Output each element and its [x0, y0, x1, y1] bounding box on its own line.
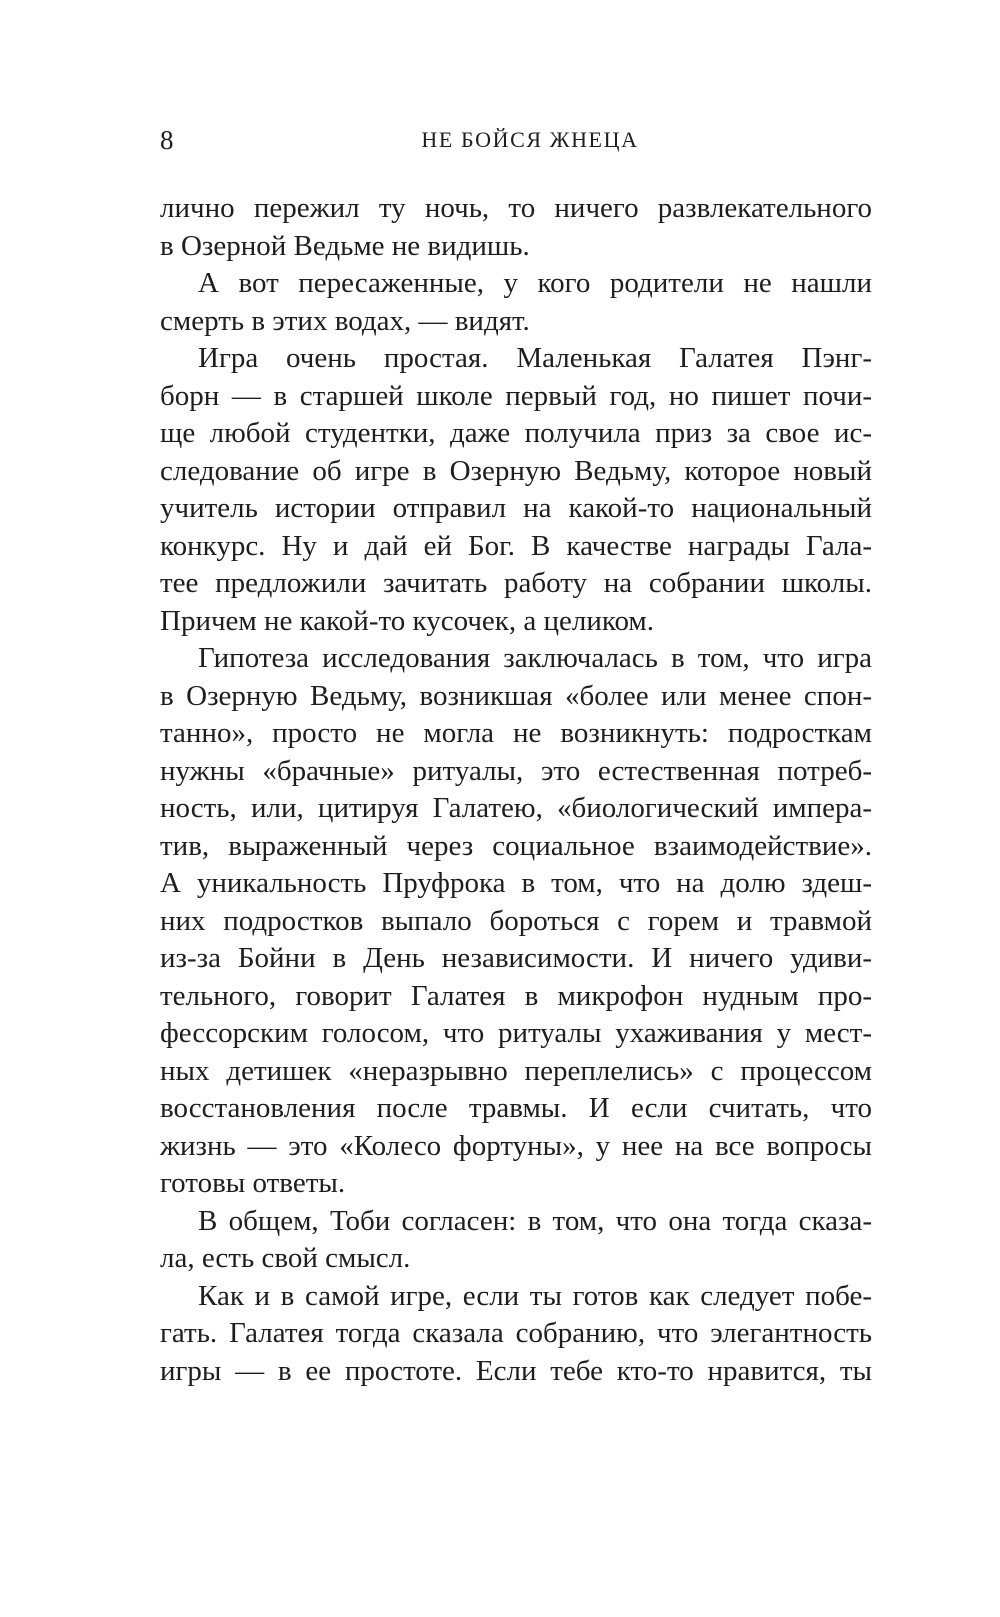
- text-line: игры — в ее простоте. Если тебе кто-то нравится, ты: [160, 1354, 872, 1387]
- text-line: них подростков выпало бороться с горем и травмой: [160, 904, 872, 937]
- text-line: учитель истории отправил на какой-то национальный: [160, 492, 872, 524]
- text-line: готовы ответы.: [160, 1167, 346, 1199]
- text-line: А вот пересаженные, у кого родители не нашли: [198, 267, 872, 299]
- text-line: восстановления после травмы. И если считать, что: [160, 1092, 872, 1124]
- text-line: фессорским голосом, что ритуалы ухаживания у мест-: [160, 1017, 872, 1049]
- text-line: смерть в этих водах, — видят.: [160, 304, 530, 337]
- paragraph-1: [160, 190, 872, 265]
- text-line: тив, выраженный через социальное взаимодействие».: [160, 829, 872, 862]
- running-head: [160, 122, 872, 158]
- text-line: в Озерную Ведьму, возникшая «более или менее спон-: [160, 679, 872, 712]
- paragraph-5: [160, 1203, 872, 1278]
- text-line: Как и в самой игре, если ты готов как следует побе-: [198, 1279, 872, 1312]
- text-line: конкурс. Ну и дай ей Бог. В качестве награды Гала-: [160, 529, 872, 562]
- text-line: гать. Галатея тогда сказала собранию, что элегантность: [160, 1317, 872, 1349]
- text-line: тельного, говорит Галатея в микрофон нудным про-: [160, 979, 872, 1012]
- text-line: лично пережил ту ночь, то ничего развлекательного: [160, 192, 872, 224]
- text-line: жизнь — это «Колесо фортуны», у нее на все вопросы: [160, 1129, 872, 1162]
- text-line: Причем не какой-то кусочек, а целиком.: [160, 604, 655, 637]
- text-line: ность, или, цитируя Галатею, «биологический импера-: [160, 792, 872, 824]
- text-line: ных детишек «неразрывно переплелись» с процессом: [160, 1054, 872, 1087]
- body-text: [160, 190, 872, 1390]
- paragraph-4: [160, 640, 872, 1203]
- paragraph-2: [160, 265, 872, 340]
- paragraph-6: [160, 1278, 872, 1391]
- text-line: танно», просто не могла не возникнуть: подросткам: [160, 717, 872, 749]
- text-line: ще любой студентки, даже получила приз за свое ис-: [160, 417, 872, 449]
- text-line: в Озерной Ведьме не видишь.: [160, 229, 530, 262]
- paragraph-3: [160, 340, 872, 640]
- text-line: нужны «брачные» ритуалы, это естественная потреб-: [160, 754, 872, 787]
- text-line: из-за Бойни в День независимости. И ничего удиви-: [160, 942, 872, 974]
- page-number: 8: [160, 125, 174, 155]
- text-line: А уникальность Пруфрока в том, что на долю здеш-: [160, 867, 872, 899]
- text-line: следование об игре в Озерную Ведьму, которое новый: [160, 454, 872, 487]
- text-line: Гипотеза исследования заключалась в том, что игра: [198, 642, 872, 674]
- text-line: В общем, Тоби согласен: в том, что она тогда сказа-: [198, 1204, 872, 1237]
- text-line: ла, есть свой смысл.: [160, 1242, 411, 1274]
- text-line: тее предложили зачитать работу на собрании школы.: [160, 567, 872, 599]
- running-title: НЕ БОЙСЯ ЖНЕЦА: [421, 127, 639, 152]
- text-line: борн — в старшей школе первый год, но пишет почи-: [160, 379, 872, 412]
- text-line: Игра очень простая. Маленькая Галатея Пэнг-: [198, 342, 872, 374]
